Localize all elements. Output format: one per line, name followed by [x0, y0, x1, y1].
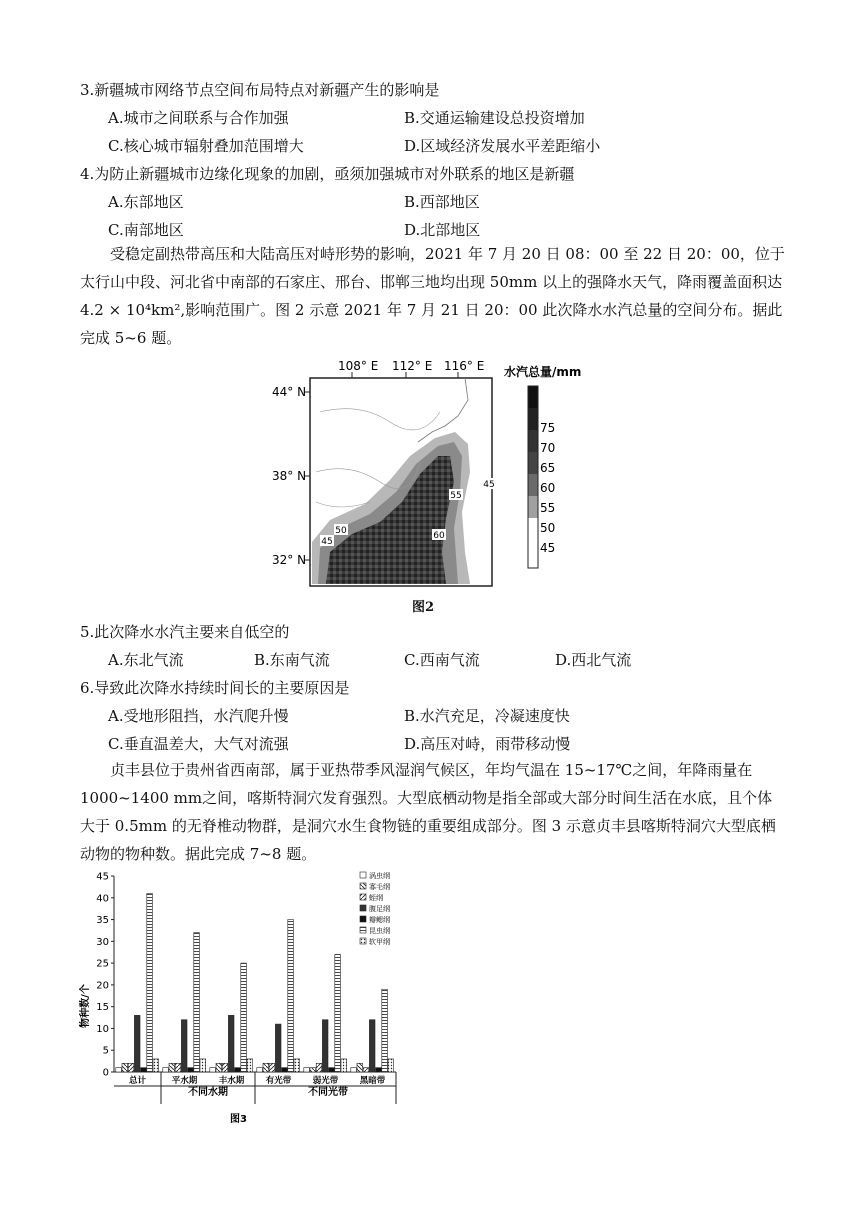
bar-2-2 — [222, 1063, 228, 1072]
q5-option-b: B.东南气流 — [254, 651, 330, 669]
bar-5-2 — [241, 963, 247, 1072]
bar-5-5 — [382, 989, 388, 1072]
legend-label: 涡虫纲 — [369, 872, 390, 880]
bar-0-2 — [210, 1068, 216, 1072]
y-tick-label: 35 — [96, 915, 109, 927]
species-count-bar-chart — [78, 866, 408, 1136]
bar-1-0 — [122, 1063, 128, 1072]
q6-option-a: A.受地形阻挡，水汽爬升慢 — [108, 707, 289, 725]
y-tick-label: 45 — [96, 871, 109, 883]
q4-option-c: C.南部地区 — [108, 221, 184, 239]
lon-label-116: 116° E — [444, 359, 485, 373]
q4-option-b: B.西部地区 — [404, 193, 480, 211]
q5-option-a: A.东北气流 — [108, 651, 184, 669]
bar-5-1 — [194, 933, 200, 1072]
contour-label-45-west: 45 — [321, 537, 333, 547]
y-tick-label: 20 — [96, 980, 109, 992]
q6-option-c: C.垂直温差大，大气对流强 — [108, 735, 289, 753]
x-group-label-water-period: 不同水期 — [188, 1087, 228, 1098]
q6-stem: 6.导致此次降水持续时间长的主要原因是 — [80, 679, 350, 697]
bar-6-3 — [294, 1059, 300, 1072]
bar-2-5 — [363, 1068, 369, 1072]
q5-option-d: D.西北气流 — [555, 651, 632, 669]
legend-value-60: 60 — [540, 481, 556, 495]
x-category-label: 弱光带 — [312, 1076, 339, 1086]
bar-2-3 — [269, 1063, 275, 1072]
q4-option-d: D.北部地区 — [404, 221, 481, 239]
bar-6-0 — [153, 1059, 159, 1072]
legend-value-45: 45 — [540, 541, 556, 555]
bar-3-4 — [322, 1020, 328, 1072]
q5-stem: 5.此次降水水汽主要来自低空的 — [80, 623, 290, 641]
bar-0-3 — [257, 1068, 263, 1072]
bar-3-0 — [134, 1015, 140, 1072]
figure-3-chart — [78, 866, 408, 1136]
bar-1-4 — [310, 1068, 316, 1072]
legend-label: 瓣鳃纲 — [369, 916, 390, 924]
bar-0-5 — [351, 1068, 357, 1072]
legend-label: 软甲纲 — [369, 938, 390, 946]
q4-option-a: A.东部地区 — [108, 193, 184, 211]
bar-0-1 — [163, 1068, 169, 1072]
y-tick-label: 0 — [102, 1067, 109, 1079]
legend-label: 蛭纲 — [369, 894, 383, 902]
legend-label: 腹足纲 — [369, 905, 390, 913]
bar-3-2 — [228, 1015, 234, 1072]
legend-colorbar — [528, 386, 538, 568]
y-tick-label: 10 — [96, 1023, 109, 1035]
bar-6-5 — [388, 1059, 394, 1072]
y-tick-label: 30 — [96, 936, 109, 948]
lon-label-112: 112° E — [392, 359, 433, 373]
q4-stem: 4.为防止新疆城市边缘化现象的加剧，亟须加强城市对外联系的地区是新疆 — [80, 165, 575, 183]
legend-value-65: 65 — [540, 461, 556, 475]
bar-4-1 — [188, 1068, 194, 1072]
q3-option-b: B.交通运输建设总投资增加 — [404, 109, 585, 127]
bar-3-1 — [181, 1020, 187, 1072]
passage-rainfall: 受稳定副热带高压和大陆高压对峙形势的影响，2021 年 7 月 20 日 08：00 至 22 日 20：00，位于太行山中段、河北省中南部的石家庄、邢台、邯郸三地均出现 50mm 以上的强降水天气，降雨覆盖面积达 4.2 × 10⁴km²,影响范围广。图 2 示意 2021 年 7 月 21 日 20：00 此次降水水汽总量的空间分布。据此完成 5~6 题。 — [80, 245, 785, 347]
x-group-label-light-zone: 不同光带 — [308, 1087, 348, 1098]
q5-option-c: C.西南气流 — [404, 651, 480, 669]
water-vapor-map — [270, 352, 590, 597]
lat-label-44: 44° N — [272, 385, 307, 399]
legend-swatch — [360, 916, 366, 922]
y-tick-label: 40 — [96, 893, 109, 905]
legend-swatch — [360, 883, 366, 889]
q3-option-c: C.核心城市辐射叠加范围增大 — [108, 137, 304, 155]
q6-option-b: B.水汽充足，冷凝速度快 — [404, 707, 570, 725]
passage-karst-cave: 贞丰县位于贵州省西南部，属于亚热带季风湿润气候区，年均气温在 15~17℃之间，年降雨量在 1000~1400 mm之间，喀斯特洞穴发育强烈。大型底栖动物是指全部或大部分时间生活在水底，且个体大于 0.5mm 的无脊椎动物群，是洞穴水生食物链的重要组成部分。图 3 示意贞丰县喀斯特洞穴大型底栖动物的物种数。据此完成 7~8 题。 — [80, 761, 776, 863]
bar-6-4 — [341, 1059, 347, 1072]
bar-0-0 — [116, 1068, 122, 1072]
bar-4-4 — [329, 1068, 335, 1072]
bar-6-2 — [247, 1059, 253, 1072]
bar-2-0 — [128, 1063, 134, 1072]
x-category-label: 平水期 — [171, 1076, 198, 1086]
bar-1-1 — [169, 1063, 175, 1072]
lat-label-38: 38° N — [272, 469, 307, 483]
bar-1-5 — [357, 1063, 363, 1072]
contour-label-60: 60 — [433, 531, 445, 541]
q3-option-a: A.城市之间联系与合作加强 — [108, 109, 289, 127]
lat-label-32: 32° N — [272, 553, 307, 567]
bar-5-3 — [288, 920, 294, 1072]
q3-stem: 3.新疆城市网络节点空间布局特点对新疆产生的影响是 — [80, 81, 440, 99]
x-category-label: 黑暗带 — [359, 1076, 386, 1086]
bar-0-4 — [304, 1068, 310, 1072]
bar-5-4 — [335, 954, 341, 1072]
legend-label: 寡毛纲 — [369, 883, 390, 891]
q3-option-d: D.区域经济发展水平差距缩小 — [404, 137, 601, 155]
legend-swatch — [360, 894, 366, 900]
contour-label-45-east: 45 — [483, 480, 495, 490]
legend-title: 水汽总量/mm — [504, 365, 582, 379]
contour-label-50: 50 — [335, 526, 347, 536]
x-category-label: 丰水期 — [218, 1076, 245, 1086]
y-axis-label: 物种数/个 — [80, 984, 91, 1028]
figure-2-map — [270, 352, 590, 597]
bar-1-2 — [216, 1063, 222, 1072]
x-category-label: 有光带 — [265, 1076, 292, 1086]
bar-5-0 — [147, 893, 153, 1072]
q6-option-d: D.高压对峙，雨带移动慢 — [404, 735, 571, 753]
legend-swatch — [360, 927, 366, 933]
bar-3-3 — [275, 1024, 281, 1072]
legend-swatch — [360, 872, 366, 878]
lon-label-108: 108° E — [338, 359, 379, 373]
bar-4-5 — [376, 1068, 382, 1072]
figure-2-caption: 图2 — [412, 600, 435, 615]
bar-4-2 — [235, 1068, 241, 1072]
legend-label: 昆虫纲 — [369, 927, 390, 935]
y-tick-label: 25 — [96, 958, 109, 970]
figure-3-caption: 图3 — [230, 1114, 247, 1125]
x-category-label: 总计 — [128, 1076, 147, 1086]
bar-3-5 — [369, 1020, 375, 1072]
bar-6-1 — [200, 1059, 206, 1072]
legend-swatch — [360, 938, 366, 944]
legend-value-70: 70 — [540, 441, 556, 455]
bar-2-4 — [316, 1063, 322, 1072]
bar-1-3 — [263, 1063, 269, 1072]
y-tick-label: 5 — [102, 1045, 109, 1057]
bar-4-0 — [141, 1068, 147, 1072]
legend-value-75: 75 — [540, 421, 556, 435]
bar-4-3 — [282, 1068, 288, 1072]
contour-label-55: 55 — [450, 491, 462, 501]
legend-value-55: 55 — [540, 501, 556, 515]
bar-2-1 — [175, 1063, 181, 1072]
y-tick-label: 15 — [96, 1002, 109, 1014]
legend-swatch — [360, 905, 366, 911]
legend-value-50: 50 — [540, 521, 556, 535]
